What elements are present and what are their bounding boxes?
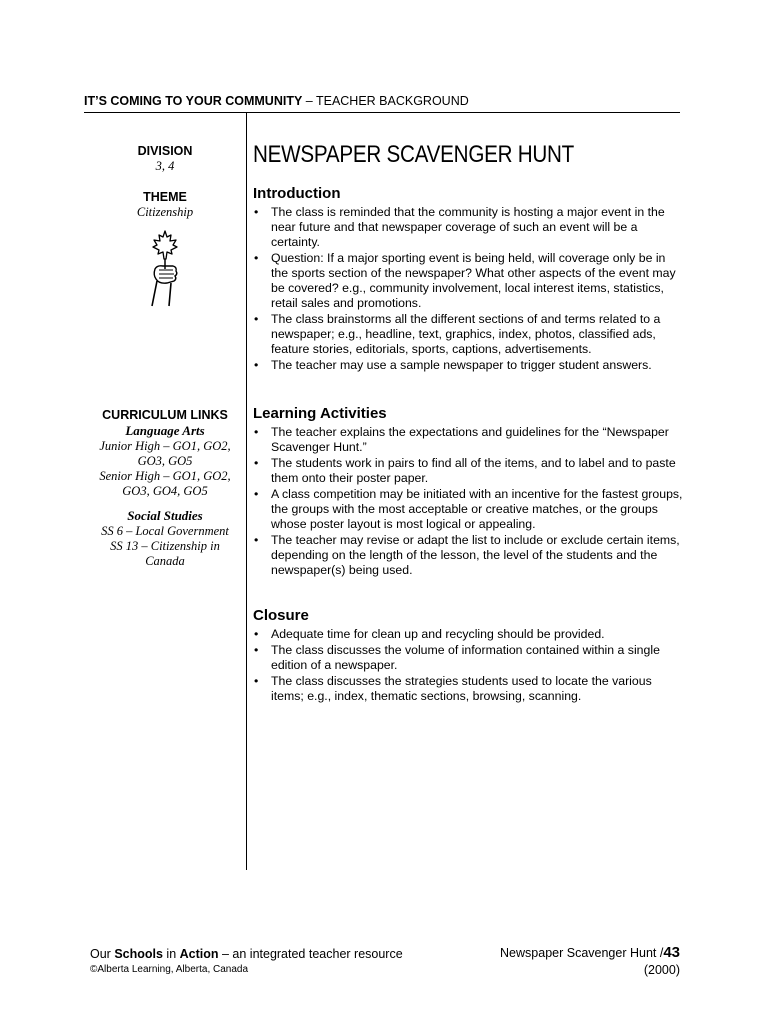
footer-resource-title: Our Schools in Action – an integrated teacher resource [90,947,403,961]
theme-value: Citizenship [136,205,194,219]
closure-heading: Closure [253,607,309,624]
footer-page-label [500,945,680,961]
closure-section [253,607,683,705]
list-item: • A class competition may be initiated with an incentive for the fastest groups, the groups with the most acceptable or creative matches, or the groups whose poster layout is most logical or appealing. [253,487,683,532]
social-studies-line: Canada [145,554,185,568]
language-arts-line: GO3, GO4, GO5 [122,484,208,498]
footer-copyright: ©Alberta Learning, Alberta, Canada [90,964,249,975]
theme-block [85,190,245,220]
learning-activities-section [253,405,683,579]
theme-label: THEME [143,190,187,204]
footer-year: (2000) [643,963,680,977]
list-item: • The class is reminded that the community is hosting a major event in the near future and that newspaper coverage of such an event will be a certainty. [253,205,683,250]
list-item: • The teacher explains the expectations and guidelines for the “Newspaper Scavenger Hunt.” [253,425,683,455]
social-studies-line: SS 13 – Citizenship in [110,539,220,553]
introduction-heading: Introduction [253,185,341,202]
division-label: DIVISION [137,144,193,158]
introduction-section [253,185,683,374]
social-studies-heading: Social Studies [127,508,203,523]
language-arts-line: Junior High – GO1, GO2, [99,439,231,453]
list-item: • The teacher may use a sample newspaper to trigger student answers. [253,358,683,373]
header-series-title: IT’S COMING TO YOUR COMMUNITY [84,94,303,108]
curriculum-block [85,408,245,569]
division-value: 3, 4 [155,159,175,173]
list-item: • The teacher may revise or adapt the list to include or exclude certain items, depending on the length of the lesson, the level of the students and the newspaper(s) being used. [253,533,683,578]
header-rule [84,112,680,113]
list-item: • Adequate time for clean up and recycling should be provided. [253,627,683,642]
list-item: • The class discusses the strategies students used to locate the various items; e.g., index, thematic sections, browsing, scanning. [253,674,683,704]
list-item: • The students work in pairs to find all of the items, and to label and to paste them onto their poster paper. [253,456,683,486]
page-title: NEWSPAPER SCAVENGER HUNT [253,141,575,168]
division-block [85,144,245,174]
running-header [84,93,680,109]
curriculum-label: CURRICULUM LINKS [102,408,228,422]
list-item: • The class brainstorms all the different sections of and terms related to a newspaper; e.g., headline, text, graphics, index, photos, classified ads, feature stories, editorials, sports, captions, advertisements. [253,312,683,357]
page-number: 43 [663,944,680,961]
social-studies-line: SS 6 – Local Government [101,524,229,538]
learning-activities-heading: Learning Activities [253,405,387,422]
list-item: • Question: If a major sporting event is being held, will coverage only be in the sports section of the newspaper? What other aspects of the event may be covered? e.g., community involvement, local interest items, statistics, retail sales and promotions. [253,251,683,311]
header-subtitle: – TEACHER BACKGROUND [302,94,469,108]
language-arts-heading: Language Arts [125,423,205,438]
language-arts-line: GO3, GO5 [137,454,193,468]
language-arts-line: Senior High – GO1, GO2, [99,469,231,483]
footer-page-title: Newspaper Scavenger Hunt / [500,946,664,960]
hand-holding-maple-leaf-icon [147,229,183,307]
column-divider [246,113,247,870]
list-item: • The class discusses the volume of information contained within a single edition of a newspaper. [253,643,683,673]
